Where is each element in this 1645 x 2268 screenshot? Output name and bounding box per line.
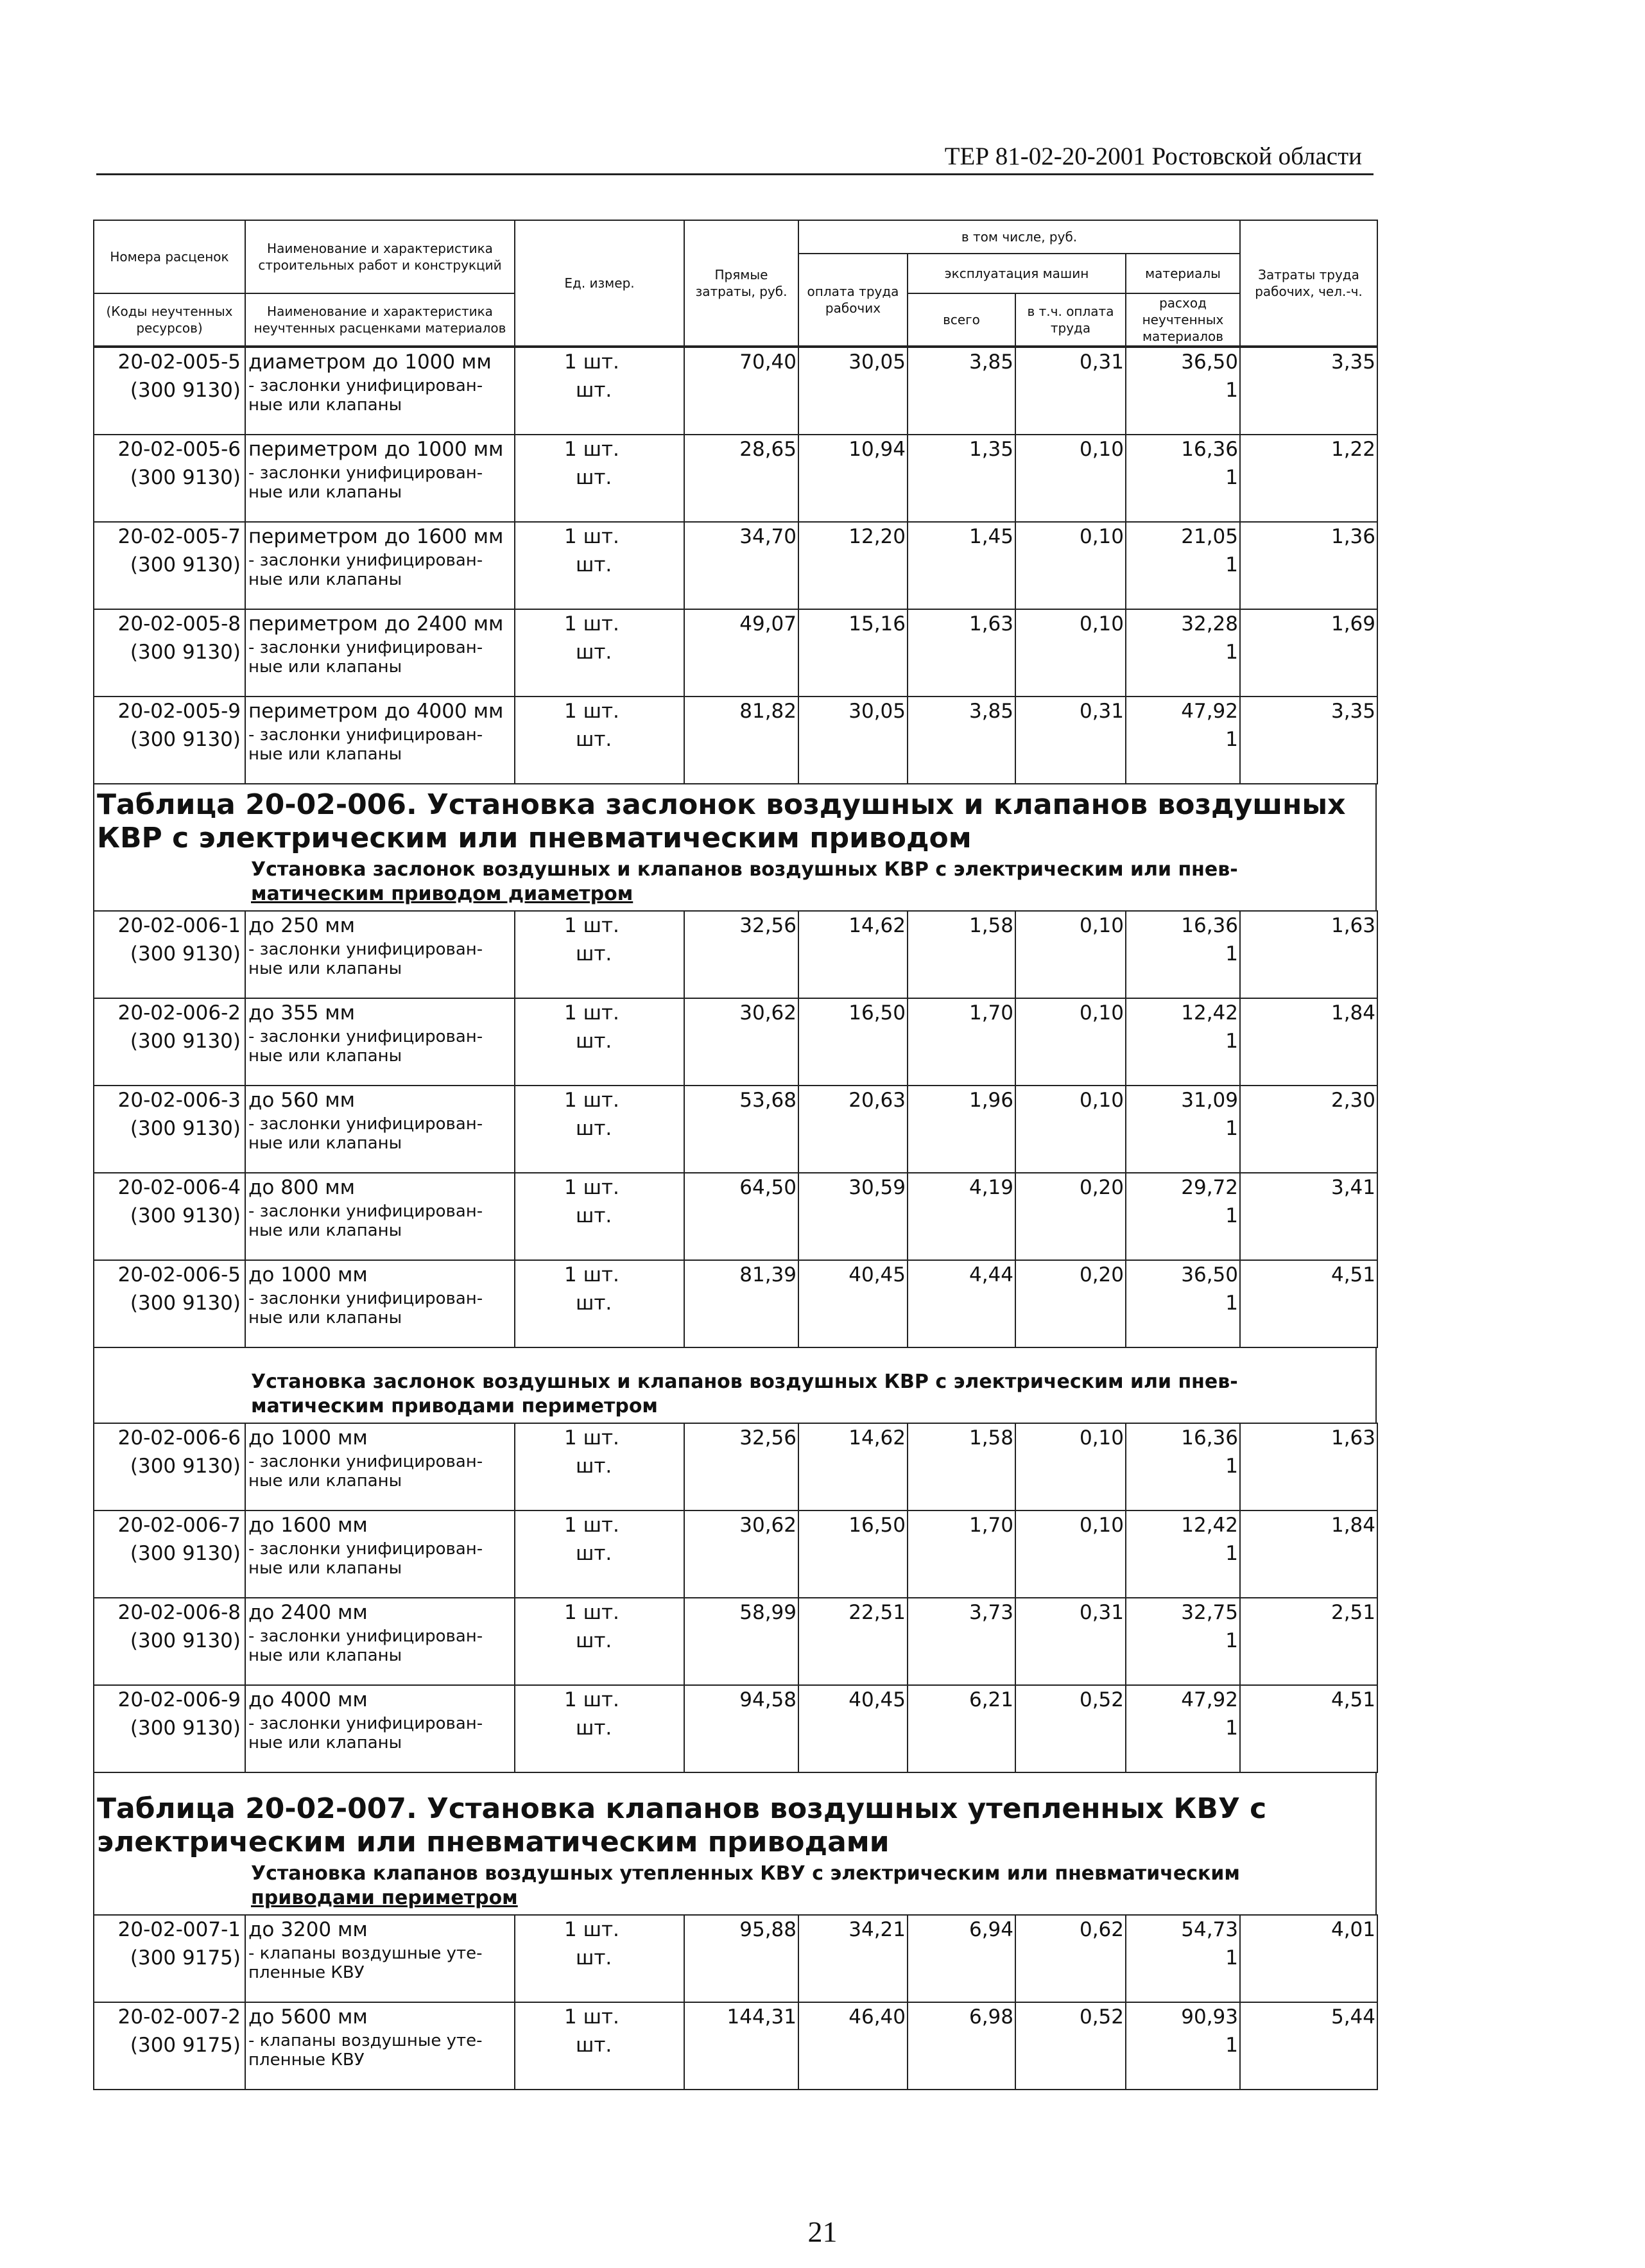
group-006b-table: [93, 1423, 1378, 1773]
unit-material: шт.: [576, 466, 612, 489]
rate-code: 20-02-007-2: [117, 2005, 241, 2029]
work-name: диаметром до 1000 мм: [248, 351, 492, 374]
material-name: - заслонки унифицирован- ные или клапаны: [248, 1114, 483, 1153]
labor: 3,35: [1331, 700, 1375, 723]
materials: 12,42: [1181, 1001, 1238, 1025]
materials: 16,36: [1181, 1426, 1238, 1450]
machine-wage: 0,10: [1079, 525, 1124, 548]
table-row: [94, 998, 1377, 1086]
group-006a-table: [93, 910, 1378, 1348]
material-name: - заслонки унифицирован- ные или клапаны: [248, 376, 483, 415]
machine-wage: 0,10: [1079, 438, 1124, 461]
table-006-section-1: [93, 855, 1377, 910]
unit-material: шт.: [576, 641, 612, 664]
material-name: - заслонки унифицирован- ные или клапаны: [248, 1289, 483, 1328]
work-name: до 3200 мм: [248, 1918, 368, 1941]
section-007-line-1: Установка клапанов воздушных утепленных КВУ с электрическим или пневматическим: [251, 1862, 1240, 1885]
materials: 16,36: [1181, 438, 1238, 461]
table-row: [94, 1260, 1377, 1347]
material-quantity: 1: [1225, 553, 1238, 576]
machines-total: 4,44: [969, 1263, 1013, 1286]
wage: 20,63: [848, 1089, 906, 1112]
materials: 90,93: [1181, 2005, 1238, 2029]
labor: 1,63: [1331, 914, 1375, 937]
materials: 47,92: [1181, 700, 1238, 723]
material-quantity: 1: [1225, 466, 1238, 489]
unit-material: шт.: [576, 1717, 612, 1740]
unit: 1 шт.: [564, 914, 619, 937]
materials: 16,36: [1181, 914, 1238, 937]
material-quantity: 1: [1225, 2034, 1238, 2057]
material-name: - заслонки унифицирован- ные или клапаны: [248, 1027, 483, 1066]
unit: 1 шт.: [564, 612, 619, 636]
header-name: Наименование и характеристика строительных работ и конструкций: [245, 220, 515, 293]
resource-code: (300 9130): [130, 1455, 241, 1478]
table-row: [94, 911, 1377, 998]
table-row: [94, 435, 1377, 522]
unit: 1 шт.: [564, 1426, 619, 1450]
unit-material: шт.: [576, 1542, 612, 1565]
machine-wage: 0,31: [1079, 1601, 1124, 1624]
labor: 1,63: [1331, 1426, 1375, 1450]
machine-wage: 0,62: [1079, 1918, 1124, 1941]
unit-material: шт.: [576, 942, 612, 965]
work-name: до 5600 мм: [248, 2005, 368, 2029]
machines-total: 1,63: [969, 612, 1013, 636]
unit: 1 шт.: [564, 1001, 619, 1025]
material-quantity: 1: [1225, 1629, 1238, 1652]
material-name: - заслонки унифицирован- ные или клапаны: [248, 725, 483, 764]
resource-code: (300 9130): [130, 1204, 241, 1227]
direct-costs: 32,56: [739, 914, 797, 937]
rate-code: 20-02-005-6: [117, 438, 241, 461]
table-row: [94, 1915, 1377, 2002]
group-005-table: [93, 347, 1378, 784]
table-row: [94, 2002, 1377, 2090]
materials: 32,75: [1181, 1601, 1238, 1624]
wage: 16,50: [848, 1514, 906, 1537]
section-1-line-2: матическим приводом диаметром: [251, 883, 633, 905]
material-name: - клапаны воздушные уте- пленные КВУ: [248, 1944, 483, 1982]
header-unit: Ед. измер.: [515, 220, 684, 346]
work-name: периметром до 1600 мм: [248, 525, 504, 548]
table-row: [94, 697, 1377, 784]
wage: 16,50: [848, 1001, 906, 1025]
direct-costs: 81,82: [739, 700, 797, 723]
direct-costs: 58,99: [739, 1601, 797, 1624]
rates-table-header: [93, 220, 1378, 347]
table-row: [94, 347, 1377, 435]
machine-wage: 0,31: [1079, 700, 1124, 723]
machines-total: 6,21: [969, 1688, 1013, 1711]
machine-wage: 0,20: [1079, 1263, 1124, 1286]
resource-code: (300 9130): [130, 1030, 241, 1053]
direct-costs: 94,58: [739, 1688, 797, 1711]
header-machines-total: всего: [908, 293, 1015, 346]
table-row: [94, 1173, 1377, 1260]
machines-total: 1,70: [969, 1001, 1013, 1025]
table-row: [94, 1423, 1377, 1511]
material-name: - клапаны воздушные уте- пленные КВУ: [248, 2031, 483, 2070]
material-name: - заслонки унифицирован- ные или клапаны: [248, 940, 483, 978]
unit: 1 шт.: [564, 1601, 619, 1624]
table-row: [94, 1086, 1377, 1173]
unit: 1 шт.: [564, 1514, 619, 1537]
materials: 36,50: [1181, 351, 1238, 374]
resource-code: (300 9130): [130, 1629, 241, 1652]
resource-code: (300 9130): [130, 1717, 241, 1740]
unit-material: шт.: [576, 1030, 612, 1053]
material-quantity: 1: [1225, 1542, 1238, 1565]
header-direct-costs: Прямые затраты, руб.: [684, 220, 798, 346]
resource-code: (300 9130): [130, 1292, 241, 1315]
machines-total: 1,58: [969, 914, 1013, 937]
materials: 36,50: [1181, 1263, 1238, 1286]
rate-code: 20-02-005-7: [117, 525, 241, 548]
rate-code: 20-02-005-5: [117, 351, 241, 374]
machines-total: 3,85: [969, 351, 1013, 374]
materials: 47,92: [1181, 1688, 1238, 1711]
material-quantity: 1: [1225, 1292, 1238, 1315]
work-name: до 2400 мм: [248, 1601, 368, 1624]
material-quantity: 1: [1225, 1117, 1238, 1140]
header-machines: эксплуатация машин: [908, 254, 1126, 293]
material-name: - заслонки унифицирован- ные или клапаны: [248, 1627, 483, 1665]
wage: 10,94: [848, 438, 906, 461]
resource-code: (300 9175): [130, 1946, 241, 1969]
work-name: до 355 мм: [248, 1001, 356, 1025]
labor: 4,51: [1331, 1688, 1375, 1711]
material-quantity: 1: [1225, 1030, 1238, 1053]
wage: 15,16: [848, 612, 906, 636]
materials: 29,72: [1181, 1176, 1238, 1199]
wage: 14,62: [848, 914, 906, 937]
unit-material: шт.: [576, 553, 612, 576]
resource-code: (300 9130): [130, 553, 241, 576]
work-name: до 800 мм: [248, 1176, 356, 1199]
work-name: до 4000 мм: [248, 1688, 368, 1711]
rate-code: 20-02-006-1: [117, 914, 241, 937]
rate-code: 20-02-005-8: [117, 612, 241, 636]
material-name: - заслонки унифицирован- ные или клапаны: [248, 1202, 483, 1240]
header-code: Номера расценок: [94, 220, 245, 293]
machines-total: 1,35: [969, 438, 1013, 461]
page-number: 21: [807, 2215, 838, 2248]
materials: 12,42: [1181, 1514, 1238, 1537]
direct-costs: 30,62: [739, 1001, 797, 1025]
material-quantity: 1: [1225, 1717, 1238, 1740]
running-header: [96, 140, 1374, 175]
wage: 30,05: [848, 351, 906, 374]
machine-wage: 0,31: [1079, 351, 1124, 374]
machines-total: 6,98: [969, 2005, 1013, 2029]
machine-wage: 0,10: [1079, 914, 1124, 937]
table-row: [94, 522, 1377, 609]
work-name: до 1000 мм: [248, 1263, 368, 1286]
direct-costs: 64,50: [739, 1176, 797, 1199]
wage: 46,40: [848, 2005, 906, 2029]
unit-material: шт.: [576, 2034, 612, 2057]
labor: 3,41: [1331, 1176, 1375, 1199]
resource-code: (300 9130): [130, 641, 241, 664]
header-labor: Затраты труда рабочих, чел.-ч.: [1240, 220, 1377, 346]
header-name-sub: Наименование и характеристика неучтенных расценками материалов: [245, 293, 515, 346]
material-name: - заслонки унифицирован- ные или клапаны: [248, 638, 483, 677]
rate-code: 20-02-006-6: [117, 1426, 241, 1450]
rate-code: 20-02-006-5: [117, 1263, 241, 1286]
labor: 2,30: [1331, 1089, 1375, 1112]
machine-wage: 0,20: [1079, 1176, 1124, 1199]
labor: 1,22: [1331, 438, 1375, 461]
table-row: [94, 1598, 1377, 1685]
unit: 1 шт.: [564, 1688, 619, 1711]
machines-total: 6,94: [969, 1918, 1013, 1941]
resource-code: (300 9175): [130, 2034, 241, 2057]
rate-code: 20-02-007-1: [117, 1918, 241, 1941]
unit: 1 шт.: [564, 700, 619, 723]
direct-costs: 34,70: [739, 525, 797, 548]
header-material-use: расход неучтенных материалов: [1126, 293, 1240, 346]
running-header-text: ТЕР 81-02-20-2001 Ростовской области: [944, 143, 1362, 170]
resource-code: (300 9130): [130, 466, 241, 489]
unit: 1 шт.: [564, 1176, 619, 1199]
header-wage: оплата труда рабочих: [798, 254, 908, 346]
material-quantity: 1: [1225, 641, 1238, 664]
labor: 1,84: [1331, 1001, 1375, 1025]
header-including: в том числе, руб.: [798, 220, 1240, 254]
unit-material: шт.: [576, 1292, 612, 1315]
section-2-line-1: Установка заслонок воздушных и клапанов воздушных КВР с электрическим или пнев-: [251, 1371, 1238, 1393]
machines-total: 4,19: [969, 1176, 1013, 1199]
direct-costs: 49,07: [739, 612, 797, 636]
direct-costs: 53,68: [739, 1089, 797, 1112]
wage: 40,45: [848, 1688, 906, 1711]
material-quantity: 1: [1225, 1946, 1238, 1969]
unit: 1 шт.: [564, 525, 619, 548]
labor: 2,51: [1331, 1601, 1375, 1624]
machine-wage: 0,10: [1079, 1426, 1124, 1450]
rate-code: 20-02-006-7: [117, 1514, 241, 1537]
labor: 3,35: [1331, 351, 1375, 374]
material-quantity: 1: [1225, 379, 1238, 402]
unit-material: шт.: [576, 1204, 612, 1227]
work-name: периметром до 1000 мм: [248, 438, 504, 461]
labor: 1,36: [1331, 525, 1375, 548]
direct-costs: 81,39: [739, 1263, 797, 1286]
table-row: [94, 1685, 1377, 1772]
wage: 40,45: [848, 1263, 906, 1286]
material-quantity: 1: [1225, 1455, 1238, 1478]
machines-total: 1,58: [969, 1426, 1013, 1450]
direct-costs: 144,31: [727, 2005, 797, 2029]
table-row: [94, 1511, 1377, 1598]
work-name: до 1600 мм: [248, 1514, 368, 1537]
materials: 54,73: [1181, 1918, 1238, 1941]
machines-total: 1,96: [969, 1089, 1013, 1112]
rate-code: 20-02-006-9: [117, 1688, 241, 1711]
machines-total: 3,73: [969, 1601, 1013, 1624]
machine-wage: 0,10: [1079, 1514, 1124, 1537]
work-name: периметром до 2400 мм: [248, 612, 504, 636]
table-007-section-1: [93, 1859, 1377, 1914]
direct-costs: 32,56: [739, 1426, 797, 1450]
resource-code: (300 9130): [130, 379, 241, 402]
labor: 4,51: [1331, 1263, 1375, 1286]
wage: 34,21: [848, 1918, 906, 1941]
machines-total: 1,70: [969, 1514, 1013, 1537]
direct-costs: 70,40: [739, 351, 797, 374]
labor: 1,69: [1331, 612, 1375, 636]
resource-code: (300 9130): [130, 728, 241, 751]
wage: 30,05: [848, 700, 906, 723]
table-006-title: Таблица 20-02-006. Установка заслонок воздушных и клапанов воздушных КВР с электрическим или пневматическим приводом: [93, 784, 1377, 855]
table-006-section-2: [93, 1348, 1377, 1423]
rate-code: 20-02-005-9: [117, 700, 241, 723]
machine-wage: 0,10: [1079, 1089, 1124, 1112]
unit: 1 шт.: [564, 351, 619, 374]
wage: 22,51: [848, 1601, 906, 1624]
resource-code: (300 9130): [130, 942, 241, 965]
machines-total: 1,45: [969, 525, 1013, 548]
labor: 4,01: [1331, 1918, 1375, 1941]
unit: 1 шт.: [564, 1089, 619, 1112]
wage: 12,20: [848, 525, 906, 548]
unit-material: шт.: [576, 728, 612, 751]
materials: 32,28: [1181, 612, 1238, 636]
table-row: [94, 609, 1377, 697]
unit-material: шт.: [576, 379, 612, 402]
rate-code: 20-02-006-2: [117, 1001, 241, 1025]
machine-wage: 0,52: [1079, 2005, 1124, 2029]
resource-code: (300 9130): [130, 1117, 241, 1140]
unit: 1 шт.: [564, 1263, 619, 1286]
material-name: - заслонки унифицирован- ные или клапаны: [248, 463, 483, 502]
document-body: [93, 220, 1377, 2090]
direct-costs: 95,88: [739, 1918, 797, 1941]
header-code-sub: (Коды неучтенных ресурсов): [94, 293, 245, 346]
unit-material: шт.: [576, 1946, 612, 1969]
material-quantity: 1: [1225, 942, 1238, 965]
wage: 30,59: [848, 1176, 906, 1199]
section-2-line-2: матическим приводами периметром: [251, 1395, 658, 1417]
material-name: - заслонки унифицирован- ные или клапаны: [248, 1539, 483, 1578]
material-name: - заслонки унифицирован- ные или клапаны: [248, 1452, 483, 1491]
machine-wage: 0,10: [1079, 1001, 1124, 1025]
unit: 1 шт.: [564, 438, 619, 461]
material-name: - заслонки унифицирован- ные или клапаны: [248, 551, 483, 589]
labor: 1,84: [1331, 1514, 1375, 1537]
machine-wage: 0,52: [1079, 1688, 1124, 1711]
labor: 5,44: [1331, 2005, 1375, 2029]
material-quantity: 1: [1225, 1204, 1238, 1227]
material-quantity: 1: [1225, 728, 1238, 751]
work-name: до 1000 мм: [248, 1426, 368, 1450]
direct-costs: 28,65: [739, 438, 797, 461]
group-007-table: [93, 1914, 1378, 2090]
unit-material: шт.: [576, 1455, 612, 1478]
table-007-title: Таблица 20-02-007. Установка клапанов воздушных утепленных КВУ с электрическим или пневматическим приводами: [93, 1773, 1377, 1859]
wage: 14,62: [848, 1426, 906, 1450]
resource-code: (300 9130): [130, 1542, 241, 1565]
machine-wage: 0,10: [1079, 612, 1124, 636]
work-name: периметром до 4000 мм: [248, 700, 504, 723]
direct-costs: 30,62: [739, 1514, 797, 1537]
rate-code: 20-02-006-4: [117, 1176, 241, 1199]
work-name: до 250 мм: [248, 914, 356, 937]
machines-total: 3,85: [969, 700, 1013, 723]
work-name: до 560 мм: [248, 1089, 356, 1112]
header-machine-wage: в т.ч. оплата труда: [1015, 293, 1126, 346]
unit: 1 шт.: [564, 1918, 619, 1941]
materials: 21,05: [1181, 525, 1238, 548]
rate-code: 20-02-006-8: [117, 1601, 241, 1624]
unit-material: шт.: [576, 1117, 612, 1140]
materials: 31,09: [1181, 1089, 1238, 1112]
material-name: - заслонки унифицирован- ные или клапаны: [248, 1714, 483, 1753]
section-007-line-2: приводами периметром: [251, 1887, 518, 1909]
unit: 1 шт.: [564, 2005, 619, 2029]
rate-code: 20-02-006-3: [117, 1089, 241, 1112]
header-materials: материалы: [1126, 254, 1240, 293]
section-1-line-1: Установка заслонок воздушных и клапанов воздушных КВР с электрическим или пнев-: [251, 858, 1238, 881]
unit-material: шт.: [576, 1629, 612, 1652]
